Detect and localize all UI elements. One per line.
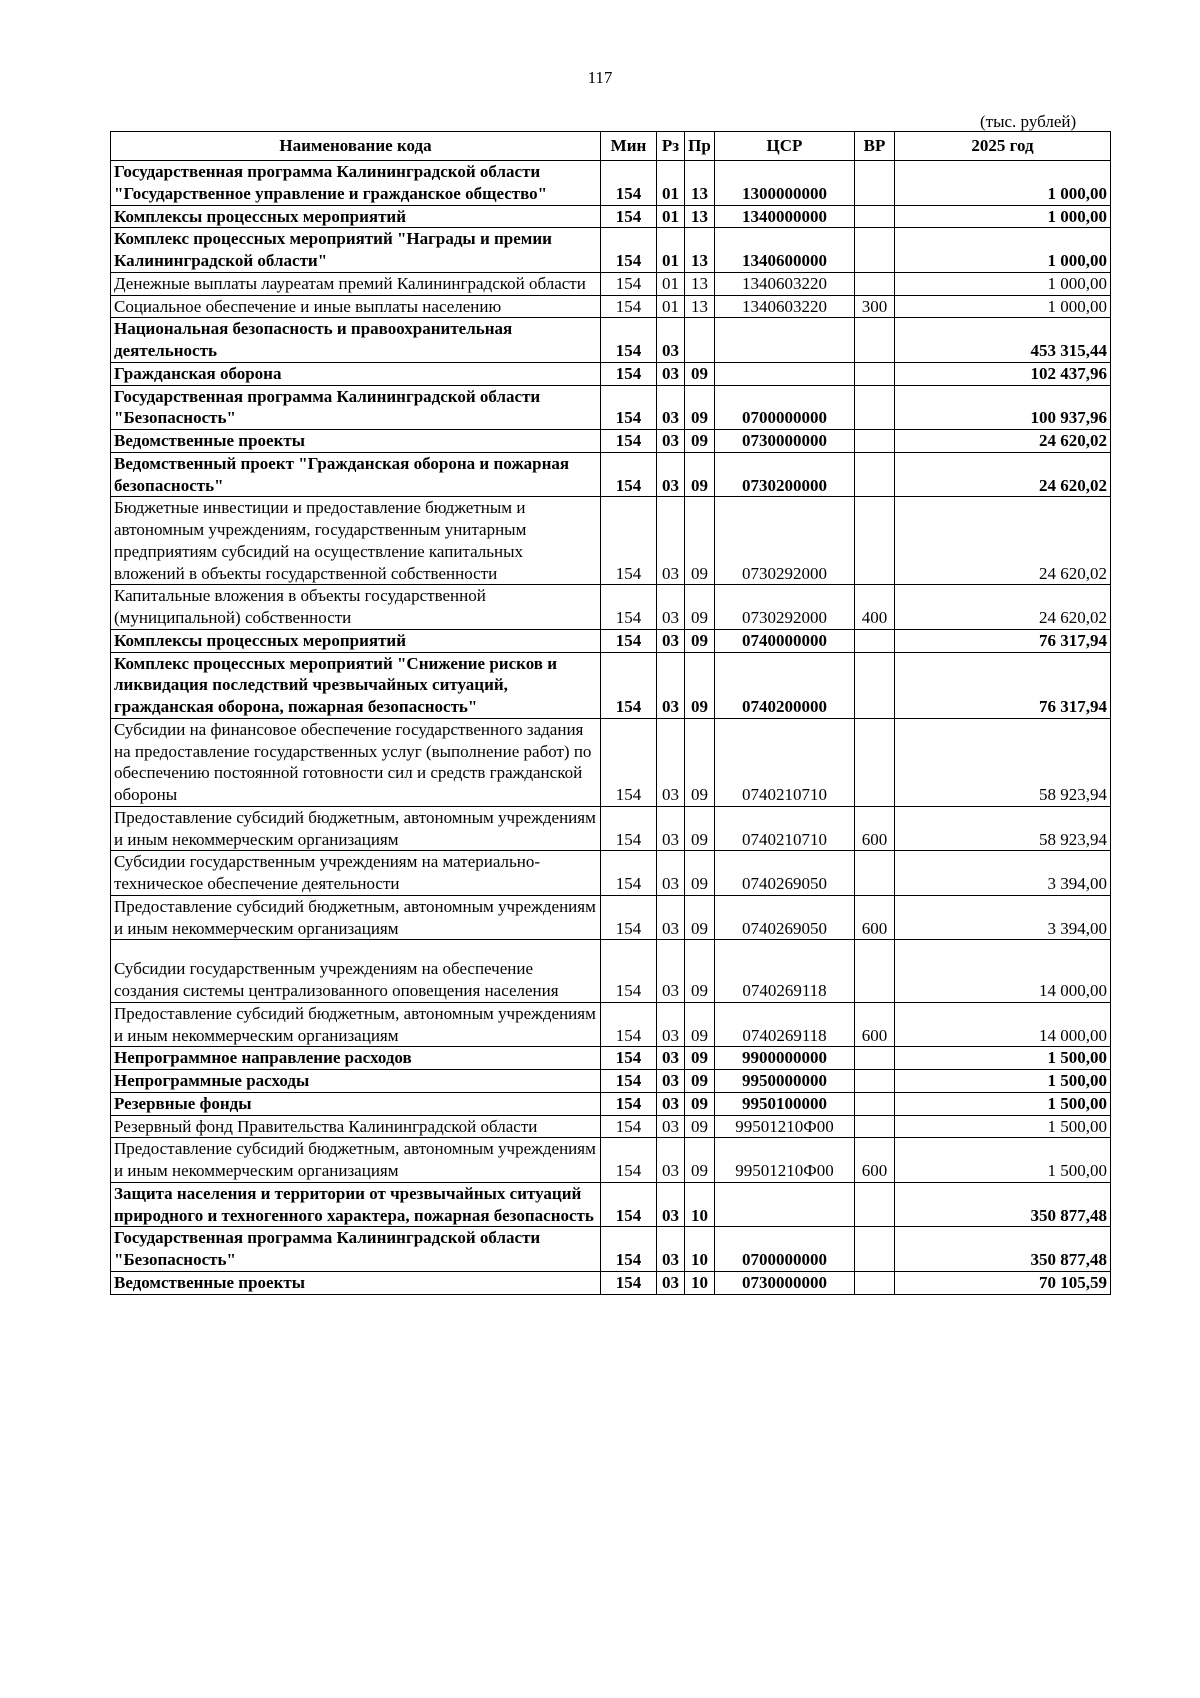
table-row xyxy=(111,1227,1111,1272)
cell-name: Предоставление субсидий бюджетным, автономным учреждениям и иным некоммерческим организациям xyxy=(111,1002,601,1047)
cell-csr: 99501210Ф00 xyxy=(715,1115,855,1138)
table-row xyxy=(111,385,1111,430)
table-header-row xyxy=(111,132,1111,161)
cell-name: Субсидии государственным учреждениям на обеспечение создания системы централизованного оповещения населения xyxy=(111,958,601,1002)
cell-rz: 03 xyxy=(657,1070,685,1093)
cell-min: 154 xyxy=(601,1002,657,1047)
cell-min: 154 xyxy=(601,497,657,585)
cell-pr: 09 xyxy=(685,497,715,585)
cell-min: 154 xyxy=(601,228,657,273)
spacer-cell xyxy=(657,940,685,959)
cell-amount: 58 923,94 xyxy=(895,806,1111,851)
cell-name: Гражданская оборона xyxy=(111,362,601,385)
cell-pr: 13 xyxy=(685,295,715,318)
cell-min: 154 xyxy=(601,205,657,228)
cell-amount: 58 923,94 xyxy=(895,718,1111,806)
cell-vr xyxy=(855,1115,895,1138)
cell-min: 154 xyxy=(601,430,657,453)
cell-rz: 03 xyxy=(657,318,685,363)
cell-pr: 13 xyxy=(685,161,715,206)
cell-pr: 13 xyxy=(685,228,715,273)
cell-csr xyxy=(715,362,855,385)
cell-csr: 0730200000 xyxy=(715,452,855,497)
cell-vr xyxy=(855,1047,895,1070)
cell-csr: 0730292000 xyxy=(715,497,855,585)
table-row xyxy=(111,806,1111,851)
cell-rz: 03 xyxy=(657,585,685,630)
cell-csr: 0740269118 xyxy=(715,958,855,1002)
cell-amount: 76 317,94 xyxy=(895,652,1111,718)
cell-amount: 1 000,00 xyxy=(895,228,1111,273)
cell-vr xyxy=(855,1092,895,1115)
cell-amount: 3 394,00 xyxy=(895,851,1111,896)
cell-vr xyxy=(855,430,895,453)
cell-csr: 0740269050 xyxy=(715,895,855,940)
cell-amount: 1 500,00 xyxy=(895,1138,1111,1183)
cell-name: Предоставление субсидий бюджетным, автономным учреждениям и иным некоммерческим организациям xyxy=(111,1138,601,1183)
cell-min: 154 xyxy=(601,385,657,430)
cell-pr: 10 xyxy=(685,1271,715,1294)
cell-name: Ведомственные проекты xyxy=(111,1271,601,1294)
cell-pr: 09 xyxy=(685,958,715,1002)
cell-name: Денежные выплаты лауреатам премий Калининградской области xyxy=(111,272,601,295)
cell-name: Государственная программа Калининградской области "Безопасность" xyxy=(111,1227,601,1272)
cell-min: 154 xyxy=(601,1092,657,1115)
cell-amount: 76 317,94 xyxy=(895,629,1111,652)
cell-csr: 1340000000 xyxy=(715,205,855,228)
cell-amount: 1 000,00 xyxy=(895,295,1111,318)
cell-rz: 03 xyxy=(657,430,685,453)
cell-pr: 09 xyxy=(685,806,715,851)
header-vr: ВР xyxy=(855,132,895,161)
cell-min: 154 xyxy=(601,895,657,940)
cell-vr xyxy=(855,1271,895,1294)
cell-vr xyxy=(855,958,895,1002)
cell-vr xyxy=(855,851,895,896)
cell-amount: 24 620,02 xyxy=(895,585,1111,630)
table-row xyxy=(111,318,1111,363)
cell-pr: 09 xyxy=(685,1002,715,1047)
cell-vr xyxy=(855,497,895,585)
spacer-cell xyxy=(715,940,855,959)
cell-min: 154 xyxy=(601,958,657,1002)
cell-name: Резервные фонды xyxy=(111,1092,601,1115)
table-row xyxy=(111,272,1111,295)
header-min: Мин xyxy=(601,132,657,161)
table-row xyxy=(111,205,1111,228)
cell-vr: 300 xyxy=(855,295,895,318)
cell-min: 154 xyxy=(601,1047,657,1070)
cell-amount: 1 500,00 xyxy=(895,1047,1111,1070)
cell-pr: 09 xyxy=(685,1070,715,1093)
cell-min: 154 xyxy=(601,718,657,806)
table-row xyxy=(111,895,1111,940)
table-spacer-row xyxy=(111,940,1111,959)
cell-csr: 0740210710 xyxy=(715,718,855,806)
cell-name: Субсидии государственным учреждениям на материально-техническое обеспечение деятельности xyxy=(111,851,601,896)
cell-vr xyxy=(855,228,895,273)
cell-csr: 9900000000 xyxy=(715,1047,855,1070)
table-row xyxy=(111,452,1111,497)
header-year: 2025 год xyxy=(895,132,1111,161)
cell-min: 154 xyxy=(601,161,657,206)
cell-rz: 03 xyxy=(657,497,685,585)
cell-min: 154 xyxy=(601,1227,657,1272)
cell-csr: 0700000000 xyxy=(715,385,855,430)
table-row xyxy=(111,652,1111,718)
cell-rz: 03 xyxy=(657,385,685,430)
cell-pr: 09 xyxy=(685,385,715,430)
cell-csr: 1340603220 xyxy=(715,295,855,318)
table-row xyxy=(111,1092,1111,1115)
cell-vr: 600 xyxy=(855,1002,895,1047)
cell-rz: 01 xyxy=(657,228,685,273)
cell-amount: 100 937,96 xyxy=(895,385,1111,430)
cell-pr: 09 xyxy=(685,629,715,652)
table-row xyxy=(111,1182,1111,1227)
cell-rz: 03 xyxy=(657,1002,685,1047)
cell-min: 154 xyxy=(601,1182,657,1227)
header-rz: Рз xyxy=(657,132,685,161)
cell-vr xyxy=(855,1182,895,1227)
cell-vr: 600 xyxy=(855,806,895,851)
cell-amount: 14 000,00 xyxy=(895,1002,1111,1047)
cell-rz: 03 xyxy=(657,652,685,718)
cell-amount: 70 105,59 xyxy=(895,1271,1111,1294)
cell-rz: 01 xyxy=(657,272,685,295)
cell-vr xyxy=(855,652,895,718)
cell-min: 154 xyxy=(601,629,657,652)
cell-amount: 453 315,44 xyxy=(895,318,1111,363)
cell-amount: 24 620,02 xyxy=(895,497,1111,585)
cell-name: Непрограммные расходы xyxy=(111,1070,601,1093)
cell-amount: 1 000,00 xyxy=(895,205,1111,228)
cell-min: 154 xyxy=(601,652,657,718)
cell-pr: 10 xyxy=(685,1227,715,1272)
cell-amount: 24 620,02 xyxy=(895,430,1111,453)
cell-pr: 09 xyxy=(685,718,715,806)
spacer-cell xyxy=(111,940,601,959)
table-row xyxy=(111,958,1111,1002)
cell-rz: 03 xyxy=(657,1271,685,1294)
cell-csr: 0730000000 xyxy=(715,430,855,453)
cell-rz: 03 xyxy=(657,452,685,497)
cell-csr: 9950100000 xyxy=(715,1092,855,1115)
cell-vr xyxy=(855,205,895,228)
cell-csr: 0740269118 xyxy=(715,1002,855,1047)
cell-name: Комплекс процессных мероприятий "Награды и премии Калининградской области" xyxy=(111,228,601,273)
cell-rz: 03 xyxy=(657,1182,685,1227)
cell-amount: 14 000,00 xyxy=(895,958,1111,1002)
table-row xyxy=(111,228,1111,273)
table-row xyxy=(111,851,1111,896)
cell-amount: 350 877,48 xyxy=(895,1182,1111,1227)
cell-name: Государственная программа Калининградской области "Государственное управление и гражданское общество" xyxy=(111,161,601,206)
cell-pr: 09 xyxy=(685,652,715,718)
cell-amount: 1 500,00 xyxy=(895,1092,1111,1115)
cell-pr: 09 xyxy=(685,1092,715,1115)
cell-vr xyxy=(855,272,895,295)
spacer-cell xyxy=(855,940,895,959)
cell-vr xyxy=(855,629,895,652)
cell-csr: 1340600000 xyxy=(715,228,855,273)
header-csr: ЦСР xyxy=(715,132,855,161)
cell-min: 154 xyxy=(601,452,657,497)
cell-csr: 0730000000 xyxy=(715,1271,855,1294)
cell-csr: 1300000000 xyxy=(715,161,855,206)
cell-amount: 3 394,00 xyxy=(895,895,1111,940)
cell-vr: 600 xyxy=(855,1138,895,1183)
table-row xyxy=(111,1138,1111,1183)
header-pr: Пр xyxy=(685,132,715,161)
cell-pr: 09 xyxy=(685,362,715,385)
cell-name: Бюджетные инвестиции и предоставление бюджетным и автономным учреждениям, государственным унитарным предприятиям субсидий на осуществление капитальных вложений в объекты государственной собственности xyxy=(111,497,601,585)
table-row xyxy=(111,295,1111,318)
cell-rz: 03 xyxy=(657,362,685,385)
table-row xyxy=(111,161,1111,206)
cell-name: Комплексы процессных мероприятий xyxy=(111,205,601,228)
spacer-cell xyxy=(601,940,657,959)
cell-csr: 99501210Ф00 xyxy=(715,1138,855,1183)
cell-min: 154 xyxy=(601,295,657,318)
cell-name: Капитальные вложения в объекты государственной (муниципальной) собственности xyxy=(111,585,601,630)
spacer-cell xyxy=(685,940,715,959)
cell-pr: 09 xyxy=(685,1115,715,1138)
cell-rz: 03 xyxy=(657,1092,685,1115)
cell-rz: 01 xyxy=(657,205,685,228)
cell-pr: 09 xyxy=(685,851,715,896)
cell-min: 154 xyxy=(601,1070,657,1093)
page-number: 117 xyxy=(587,68,613,87)
table-row xyxy=(111,430,1111,453)
cell-csr: 0740269050 xyxy=(715,851,855,896)
cell-vr xyxy=(855,318,895,363)
cell-csr: 9950000000 xyxy=(715,1070,855,1093)
cell-name: Защита населения и территории от чрезвычайных ситуаций природного и техногенного характера, пожарная безопасность xyxy=(111,1182,601,1227)
cell-amount: 350 877,48 xyxy=(895,1227,1111,1272)
cell-pr xyxy=(685,318,715,363)
cell-rz: 03 xyxy=(657,851,685,896)
cell-min: 154 xyxy=(601,1271,657,1294)
cell-min: 154 xyxy=(601,585,657,630)
cell-min: 154 xyxy=(601,272,657,295)
cell-pr: 13 xyxy=(685,205,715,228)
cell-name: Предоставление субсидий бюджетным, автономным учреждениям и иным некоммерческим организациям xyxy=(111,806,601,851)
cell-name: Ведомственные проекты xyxy=(111,430,601,453)
cell-amount: 102 437,96 xyxy=(895,362,1111,385)
table-row xyxy=(111,1115,1111,1138)
table-row xyxy=(111,585,1111,630)
table-row xyxy=(111,718,1111,806)
spacer-cell xyxy=(895,940,1111,959)
cell-vr xyxy=(855,385,895,430)
table-row xyxy=(111,497,1111,585)
cell-csr: 1340603220 xyxy=(715,272,855,295)
cell-pr: 09 xyxy=(685,430,715,453)
cell-name: Ведомственный проект "Гражданская оборона и пожарная безопасность" xyxy=(111,452,601,497)
cell-amount: 1 500,00 xyxy=(895,1115,1111,1138)
cell-rz: 03 xyxy=(657,718,685,806)
units-note: (тыс. рублей) xyxy=(980,112,1077,131)
cell-pr: 09 xyxy=(685,585,715,630)
cell-pr: 10 xyxy=(685,1182,715,1227)
cell-min: 154 xyxy=(601,318,657,363)
cell-rz: 03 xyxy=(657,1047,685,1070)
cell-rz: 03 xyxy=(657,1138,685,1183)
cell-name: Национальная безопасность и правоохранительная деятельность xyxy=(111,318,601,363)
cell-name: Предоставление субсидий бюджетным, автономным учреждениям и иным некоммерческим организациям xyxy=(111,895,601,940)
cell-rz: 03 xyxy=(657,895,685,940)
cell-vr xyxy=(855,1070,895,1093)
cell-min: 154 xyxy=(601,806,657,851)
cell-csr: 0740000000 xyxy=(715,629,855,652)
cell-vr xyxy=(855,161,895,206)
cell-rz: 03 xyxy=(657,1115,685,1138)
cell-name: Субсидии на финансовое обеспечение государственного задания на предоставление государственных услуг (выполнение работ) по обеспечению постоянной готовности сил и средств гражданской обороны xyxy=(111,718,601,806)
cell-csr xyxy=(715,318,855,363)
cell-pr: 13 xyxy=(685,272,715,295)
cell-amount: 1 000,00 xyxy=(895,161,1111,206)
cell-amount: 1 000,00 xyxy=(895,272,1111,295)
table-row xyxy=(111,1070,1111,1093)
table-row xyxy=(111,1002,1111,1047)
cell-vr: 400 xyxy=(855,585,895,630)
cell-vr xyxy=(855,718,895,806)
cell-name: Непрограммное направление расходов xyxy=(111,1047,601,1070)
cell-pr: 09 xyxy=(685,452,715,497)
table-row xyxy=(111,1271,1111,1294)
cell-csr: 0730292000 xyxy=(715,585,855,630)
cell-name: Социальное обеспечение и иные выплаты населению xyxy=(111,295,601,318)
cell-rz: 03 xyxy=(657,806,685,851)
cell-min: 154 xyxy=(601,1115,657,1138)
cell-amount: 1 500,00 xyxy=(895,1070,1111,1093)
header-name: Наименование кода xyxy=(111,132,601,161)
cell-name: Комплексы процессных мероприятий xyxy=(111,629,601,652)
table-row xyxy=(111,362,1111,385)
cell-amount: 24 620,02 xyxy=(895,452,1111,497)
cell-pr: 09 xyxy=(685,1138,715,1183)
cell-min: 154 xyxy=(601,362,657,385)
cell-min: 154 xyxy=(601,851,657,896)
cell-rz: 01 xyxy=(657,295,685,318)
cell-name: Резервный фонд Правительства Калининградской области xyxy=(111,1115,601,1138)
cell-pr: 09 xyxy=(685,1047,715,1070)
budget-table xyxy=(110,131,1111,1295)
cell-min: 154 xyxy=(601,1138,657,1183)
cell-rz: 03 xyxy=(657,958,685,1002)
cell-csr xyxy=(715,1182,855,1227)
cell-pr: 09 xyxy=(685,895,715,940)
cell-csr: 0740200000 xyxy=(715,652,855,718)
cell-name: Государственная программа Калининградской области "Безопасность" xyxy=(111,385,601,430)
cell-vr xyxy=(855,362,895,385)
cell-vr xyxy=(855,1227,895,1272)
table-row xyxy=(111,1047,1111,1070)
cell-csr: 0700000000 xyxy=(715,1227,855,1272)
cell-rz: 03 xyxy=(657,629,685,652)
cell-rz: 03 xyxy=(657,1227,685,1272)
table-row xyxy=(111,629,1111,652)
cell-vr xyxy=(855,452,895,497)
cell-name: Комплекс процессных мероприятий "Снижение рисков и ликвидация последствий чрезвычайных ситуаций, гражданская оборона, пожарная безопасность" xyxy=(111,652,601,718)
cell-vr: 600 xyxy=(855,895,895,940)
cell-csr: 0740210710 xyxy=(715,806,855,851)
table-body xyxy=(111,161,1111,1295)
cell-rz: 01 xyxy=(657,161,685,206)
